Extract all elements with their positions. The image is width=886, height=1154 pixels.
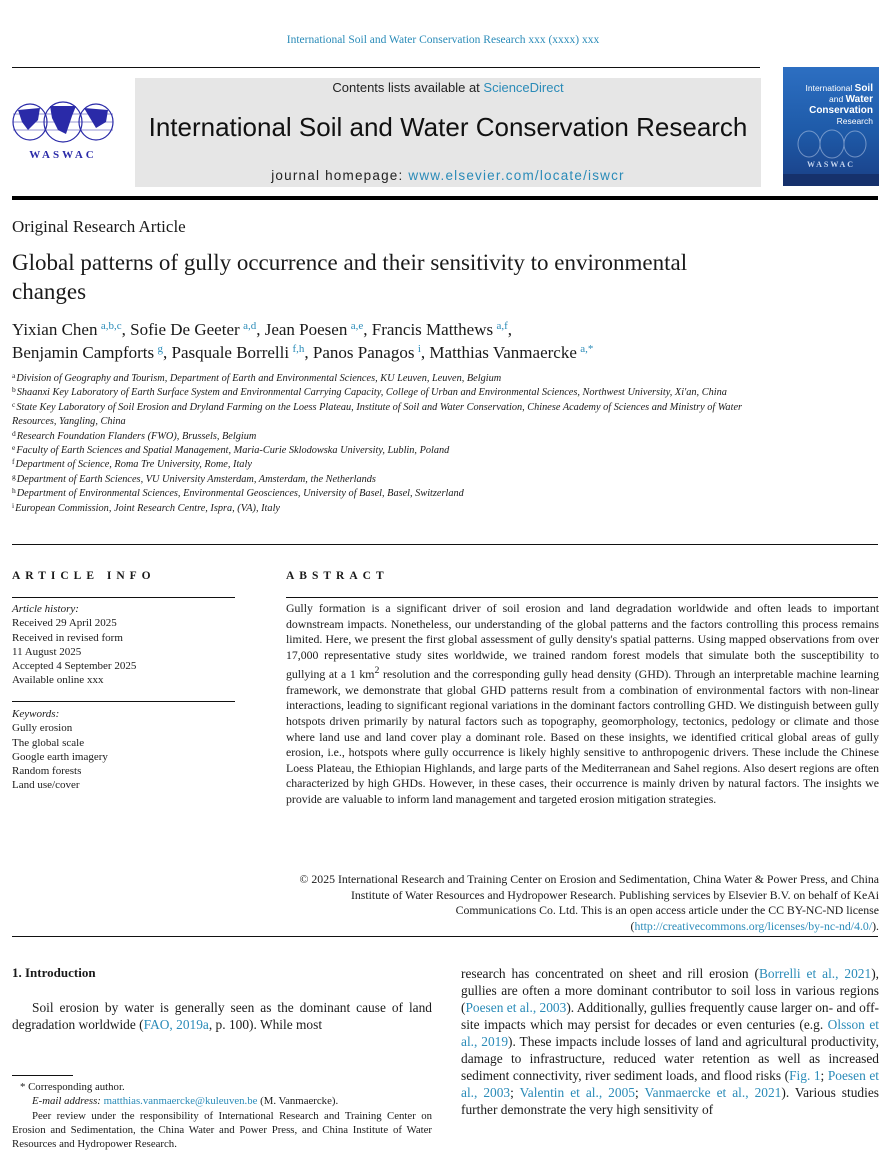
- intro-text: ;: [820, 1068, 828, 1083]
- article-history: [12, 602, 136, 688]
- affiliation-key: b: [12, 385, 16, 395]
- corresponding-author-note: * Corresponding author.: [20, 1081, 125, 1093]
- footnotes: [12, 1080, 432, 1151]
- introduction-heading: 1. Introduction: [12, 965, 96, 980]
- abstract-text: [286, 601, 879, 808]
- affiliation-marker[interactable]: a,b,c: [100, 320, 122, 332]
- affiliation-marker[interactable]: g: [157, 343, 164, 355]
- author[interactable]: Benjamin Campforts: [12, 343, 158, 362]
- affiliation-item: [12, 458, 772, 472]
- cover-line3-bold: Conservation: [809, 105, 873, 116]
- abstract-text-part1: Gully formation is a significant driver of soil erosion and land degradation worldwide and often leads to important downstream impacts. Nonetheless, our understanding of the global patterns and the factors controlling this process remains limited. Here, we present the first global assessment of gully density's spatial patterns. Using mapped observations from over 17,000 representative study sites worldwide, we trained random forest models that simulate both the susceptibility to gullying at a 1 km: [286, 601, 879, 682]
- top-divider: [12, 67, 760, 68]
- affiliation-text: Department of Earth Sciences, VU University Amsterdam, Amsterdam, the Netherlands: [16, 473, 376, 485]
- cover-line1: International: [805, 83, 855, 93]
- affiliation-text: Department of Environmental Sciences, Environmental Geosciences, University of Basel, Basel, Switzerland: [16, 488, 464, 500]
- homepage-line: [135, 168, 761, 183]
- affiliation-text: European Commission, Joint Research Centre, Ispra, (VA), Italy: [15, 502, 281, 514]
- affiliation-item: [12, 473, 772, 487]
- affiliation-marker[interactable]: a,e: [350, 320, 364, 332]
- cover-globe-icon: [797, 129, 867, 159]
- author-separator: ,: [420, 343, 430, 362]
- citation-link[interactable]: Olsson et al., 2019: [461, 1017, 880, 1049]
- author-separator: ,: [507, 320, 513, 339]
- cover-title: [806, 83, 874, 126]
- cover-line2-bold: Water: [845, 94, 873, 105]
- affiliation-item: [12, 487, 772, 501]
- copyright-notice: [286, 872, 879, 934]
- email-label: E-mail address:: [32, 1095, 104, 1108]
- affiliation-marker[interactable]: a,f: [496, 320, 508, 332]
- author-separator: ,: [256, 320, 265, 339]
- intro-text: ). These impacts include losses of land and agricultural productivity, damage to infrastructure, reduced water retention as well as increased sediment connectivity, river sediment loads, and flood risks (: [461, 1034, 879, 1083]
- waswac-logo[interactable]: [10, 100, 116, 162]
- citation-link[interactable]: Poesen et al., 2003: [465, 1000, 567, 1015]
- cover-line1-bold: Soil: [854, 83, 873, 94]
- logo-text: WASWAC: [29, 149, 97, 161]
- citation-link[interactable]: Valentin et al., 2005: [519, 1085, 635, 1100]
- affiliation-key: d: [12, 428, 16, 438]
- author-separator: ,: [304, 343, 313, 362]
- keyword-item: The global scale: [12, 736, 85, 749]
- introduction-right-column: [461, 965, 879, 1118]
- contents-prefix: Contents lists available at: [332, 80, 484, 95]
- journal-cover-thumbnail[interactable]: [783, 67, 879, 186]
- affiliation-key: c: [12, 399, 16, 409]
- article-info-divider: [12, 597, 235, 598]
- citation-link[interactable]: Poesen et al., 2003: [461, 1068, 879, 1100]
- affiliations: [12, 372, 772, 516]
- affiliations-divider: [12, 544, 878, 545]
- affiliation-item: [12, 372, 772, 386]
- intro-text: ), gullies are often a more dominant contributor to soil loss in various regions (: [461, 966, 879, 1015]
- homepage-prefix: journal homepage:: [271, 168, 409, 183]
- keyword-item: Random forests: [12, 765, 82, 778]
- affiliation-item: [12, 401, 772, 430]
- author[interactable]: Francis Matthews: [371, 320, 497, 339]
- copyright-text: © 2025 International Research and Training Center on Erosion and Sedimentation, China Water & Power Press, and China Institute of Water Resources and Hydropower Research. Publishing services by Elsevier B.V. on behalf of KeAi Communications Co. Ltd. This is an open access article under the CC BY-NC-ND license (: [299, 872, 879, 933]
- keywords-label: Keywords:: [12, 708, 60, 720]
- cover-line4: Research: [836, 116, 873, 126]
- author-list: [12, 318, 872, 364]
- email-note: [12, 1094, 432, 1108]
- contents-line: [135, 80, 761, 95]
- copyright-end: ).: [872, 918, 879, 933]
- introduction-left-column: [12, 999, 432, 1033]
- keywords: [12, 707, 108, 793]
- history-item: Accepted 4 September 2025: [12, 660, 137, 673]
- intro-text: ). Additionally, gullies frequently cause larger on- and off-site impacts which may persist for decades or even centuries (e.g.: [461, 1000, 879, 1032]
- affiliation-text: Shaanxi Key Laboratory of Earth Surface System and Environmental Carrying Capacity, College of Urban and Environmental Sciences, Northwest University, Xi'an, China: [16, 387, 727, 399]
- affiliation-text: Faculty of Earth Sciences and Spatial Management, Maria-Curie Sklodowska University, Lublin, Poland: [16, 445, 450, 457]
- affiliation-text: Research Foundation Flanders (FWO), Brussels, Belgium: [16, 430, 257, 442]
- affiliation-item: [12, 386, 772, 400]
- intro-text: ). Various studies further demonstrate the very high sensitivity of: [461, 1085, 879, 1117]
- author[interactable]: Pasquale Borrelli: [171, 343, 293, 362]
- affiliation-marker[interactable]: a,*: [580, 343, 594, 355]
- cover-footer-strip: [783, 174, 879, 186]
- affiliation-text: Division of Geography and Tourism, Department of Earth and Environmental Sciences, KU Leuven, Leuven, Belgium: [16, 373, 502, 384]
- citation-link[interactable]: Borrelli et al., 2021: [758, 966, 872, 981]
- email-link[interactable]: matthias.vanmaercke@kuleuven.be: [103, 1095, 258, 1108]
- journal-name: International Soil and Water Conservation Research: [148, 112, 748, 142]
- intro-text: ;: [510, 1085, 520, 1100]
- running-head[interactable]: International Soil and Water Conservation Research xxx (xxxx) xxx: [286, 34, 600, 46]
- keyword-item: Google earth imagery: [12, 750, 108, 763]
- intro-text: Soil erosion by water is generally seen as the dominant cause of land degradation worldwide (: [12, 1000, 432, 1032]
- affiliation-key: h: [12, 486, 16, 496]
- keyword-item: Gully erosion: [12, 722, 73, 735]
- abstract-text-part2: resolution and the corresponding gully head density (GHD). Through an interpretable machine learning framework, we demonstrate that global GHD patterns result from a combination of environmental factors with non-linear interactions, leading to significant regional variations in the dominant factors controlling GHD. We distinguish between gully hotspots driven primarily by natural factors such as topography, geomorphology, tectonics, pedology or climate and those where land use and land cover play a dominant role. Based on these insights, we identified critical global areas of gully erosion, i.e., hotspots where gully occurrence is likely highly sensitive to anthropogenic drivers. These include the Chinese Loess Plateau, the Ethiopian Highlands, and large parts of the Mediterranean and Sahel regions. Also desert regions are often characterized by high GHDs. However, in these cases, their occurrence is mainly driven by natural factors. The insights we provide are valuable to inform land management and targeted erosion mitigation strategies.: [286, 667, 879, 807]
- email-suffix: (M. Vanmaercke).: [257, 1095, 339, 1108]
- article-title: Global patterns of gully occurrence and their sensitivity to environmental changes: [12, 250, 688, 304]
- citation-link[interactable]: FAO, 2019a: [143, 1017, 209, 1032]
- superscript: 2: [374, 665, 380, 677]
- article-type: Original Research Article: [12, 217, 186, 236]
- author-separator: ,: [163, 343, 172, 362]
- cover-line2: and: [829, 94, 846, 104]
- affiliation-marker[interactable]: f,h: [292, 343, 305, 355]
- citation-link[interactable]: Fig. 1: [789, 1068, 821, 1083]
- footnote-divider: [12, 1075, 73, 1076]
- affiliation-text: Department of Science, Roma Tre University, Rome, Italy: [15, 459, 252, 471]
- history-label: Article history:: [12, 603, 79, 615]
- homepage-link[interactable]: www.elsevier.com/locate/iswcr: [408, 168, 625, 183]
- peer-review-note: Peer review under the responsibility of International Research and Training Center on Erosion and Sedimentation, the China Water and Power Press, and China Institute of Water Resources and Hydropower Research.: [12, 1109, 432, 1151]
- history-item: Received in revised form: [12, 631, 123, 644]
- affiliation-text: State Key Laboratory of Soil Erosion and Dryland Farming on the Loess Plateau, Institute of Soil and Water Conservation, Chinese Academy of Sciences and Ministry of Water Resources, Yangling, China: [12, 401, 743, 428]
- abstract-bottom-divider: [12, 936, 878, 937]
- affiliation-key: e: [12, 443, 16, 453]
- keyword-item: Land use/cover: [12, 779, 80, 792]
- globe-logo-icon: [10, 100, 116, 162]
- affiliation-key: a: [12, 371, 16, 380]
- author[interactable]: Jean Poesen: [264, 320, 351, 339]
- citation-link[interactable]: Vanmaercke et al., 2021: [644, 1085, 782, 1100]
- abstract-divider: [286, 597, 878, 598]
- sciencedirect-link[interactable]: ScienceDirect: [483, 80, 564, 95]
- affiliation-item: [12, 430, 772, 444]
- author-separator: ,: [363, 320, 372, 339]
- history-item: Received 29 April 2025: [12, 617, 117, 630]
- intro-text: research has concentrated on sheet and rill erosion (: [461, 966, 759, 981]
- journal-banner: [135, 78, 761, 187]
- affiliation-key: g: [12, 471, 16, 481]
- masthead-divider: [12, 196, 878, 200]
- author[interactable]: Yixian Chen: [12, 320, 101, 339]
- abstract-heading: ABSTRACT: [286, 570, 389, 582]
- affiliation-marker[interactable]: i: [417, 343, 421, 355]
- license-link[interactable]: http://creativecommons.org/licenses/by-nc-nd/4.0/: [634, 918, 873, 933]
- author-separator: ,: [121, 320, 131, 339]
- history-item: Available online xxx: [12, 674, 104, 687]
- intro-text: ;: [634, 1085, 645, 1100]
- author[interactable]: Panos Panagos: [312, 343, 418, 362]
- affiliation-item: [12, 502, 772, 516]
- keywords-divider: [12, 701, 235, 702]
- cover-logo-text: WASWAC: [806, 160, 855, 169]
- affiliation-key: f: [12, 457, 15, 467]
- author[interactable]: Sofie De Geeter: [130, 320, 244, 339]
- history-item: 11 August 2025: [12, 645, 82, 658]
- affiliation-marker[interactable]: a,d: [243, 320, 257, 332]
- intro-text: , p. 100). While most: [208, 1017, 323, 1032]
- affiliation-item: [12, 444, 772, 458]
- author[interactable]: Matthias Vanmaercke: [429, 343, 581, 362]
- article-info-heading: ARTICLE INFO: [12, 570, 156, 582]
- affiliation-key: i: [12, 500, 15, 510]
